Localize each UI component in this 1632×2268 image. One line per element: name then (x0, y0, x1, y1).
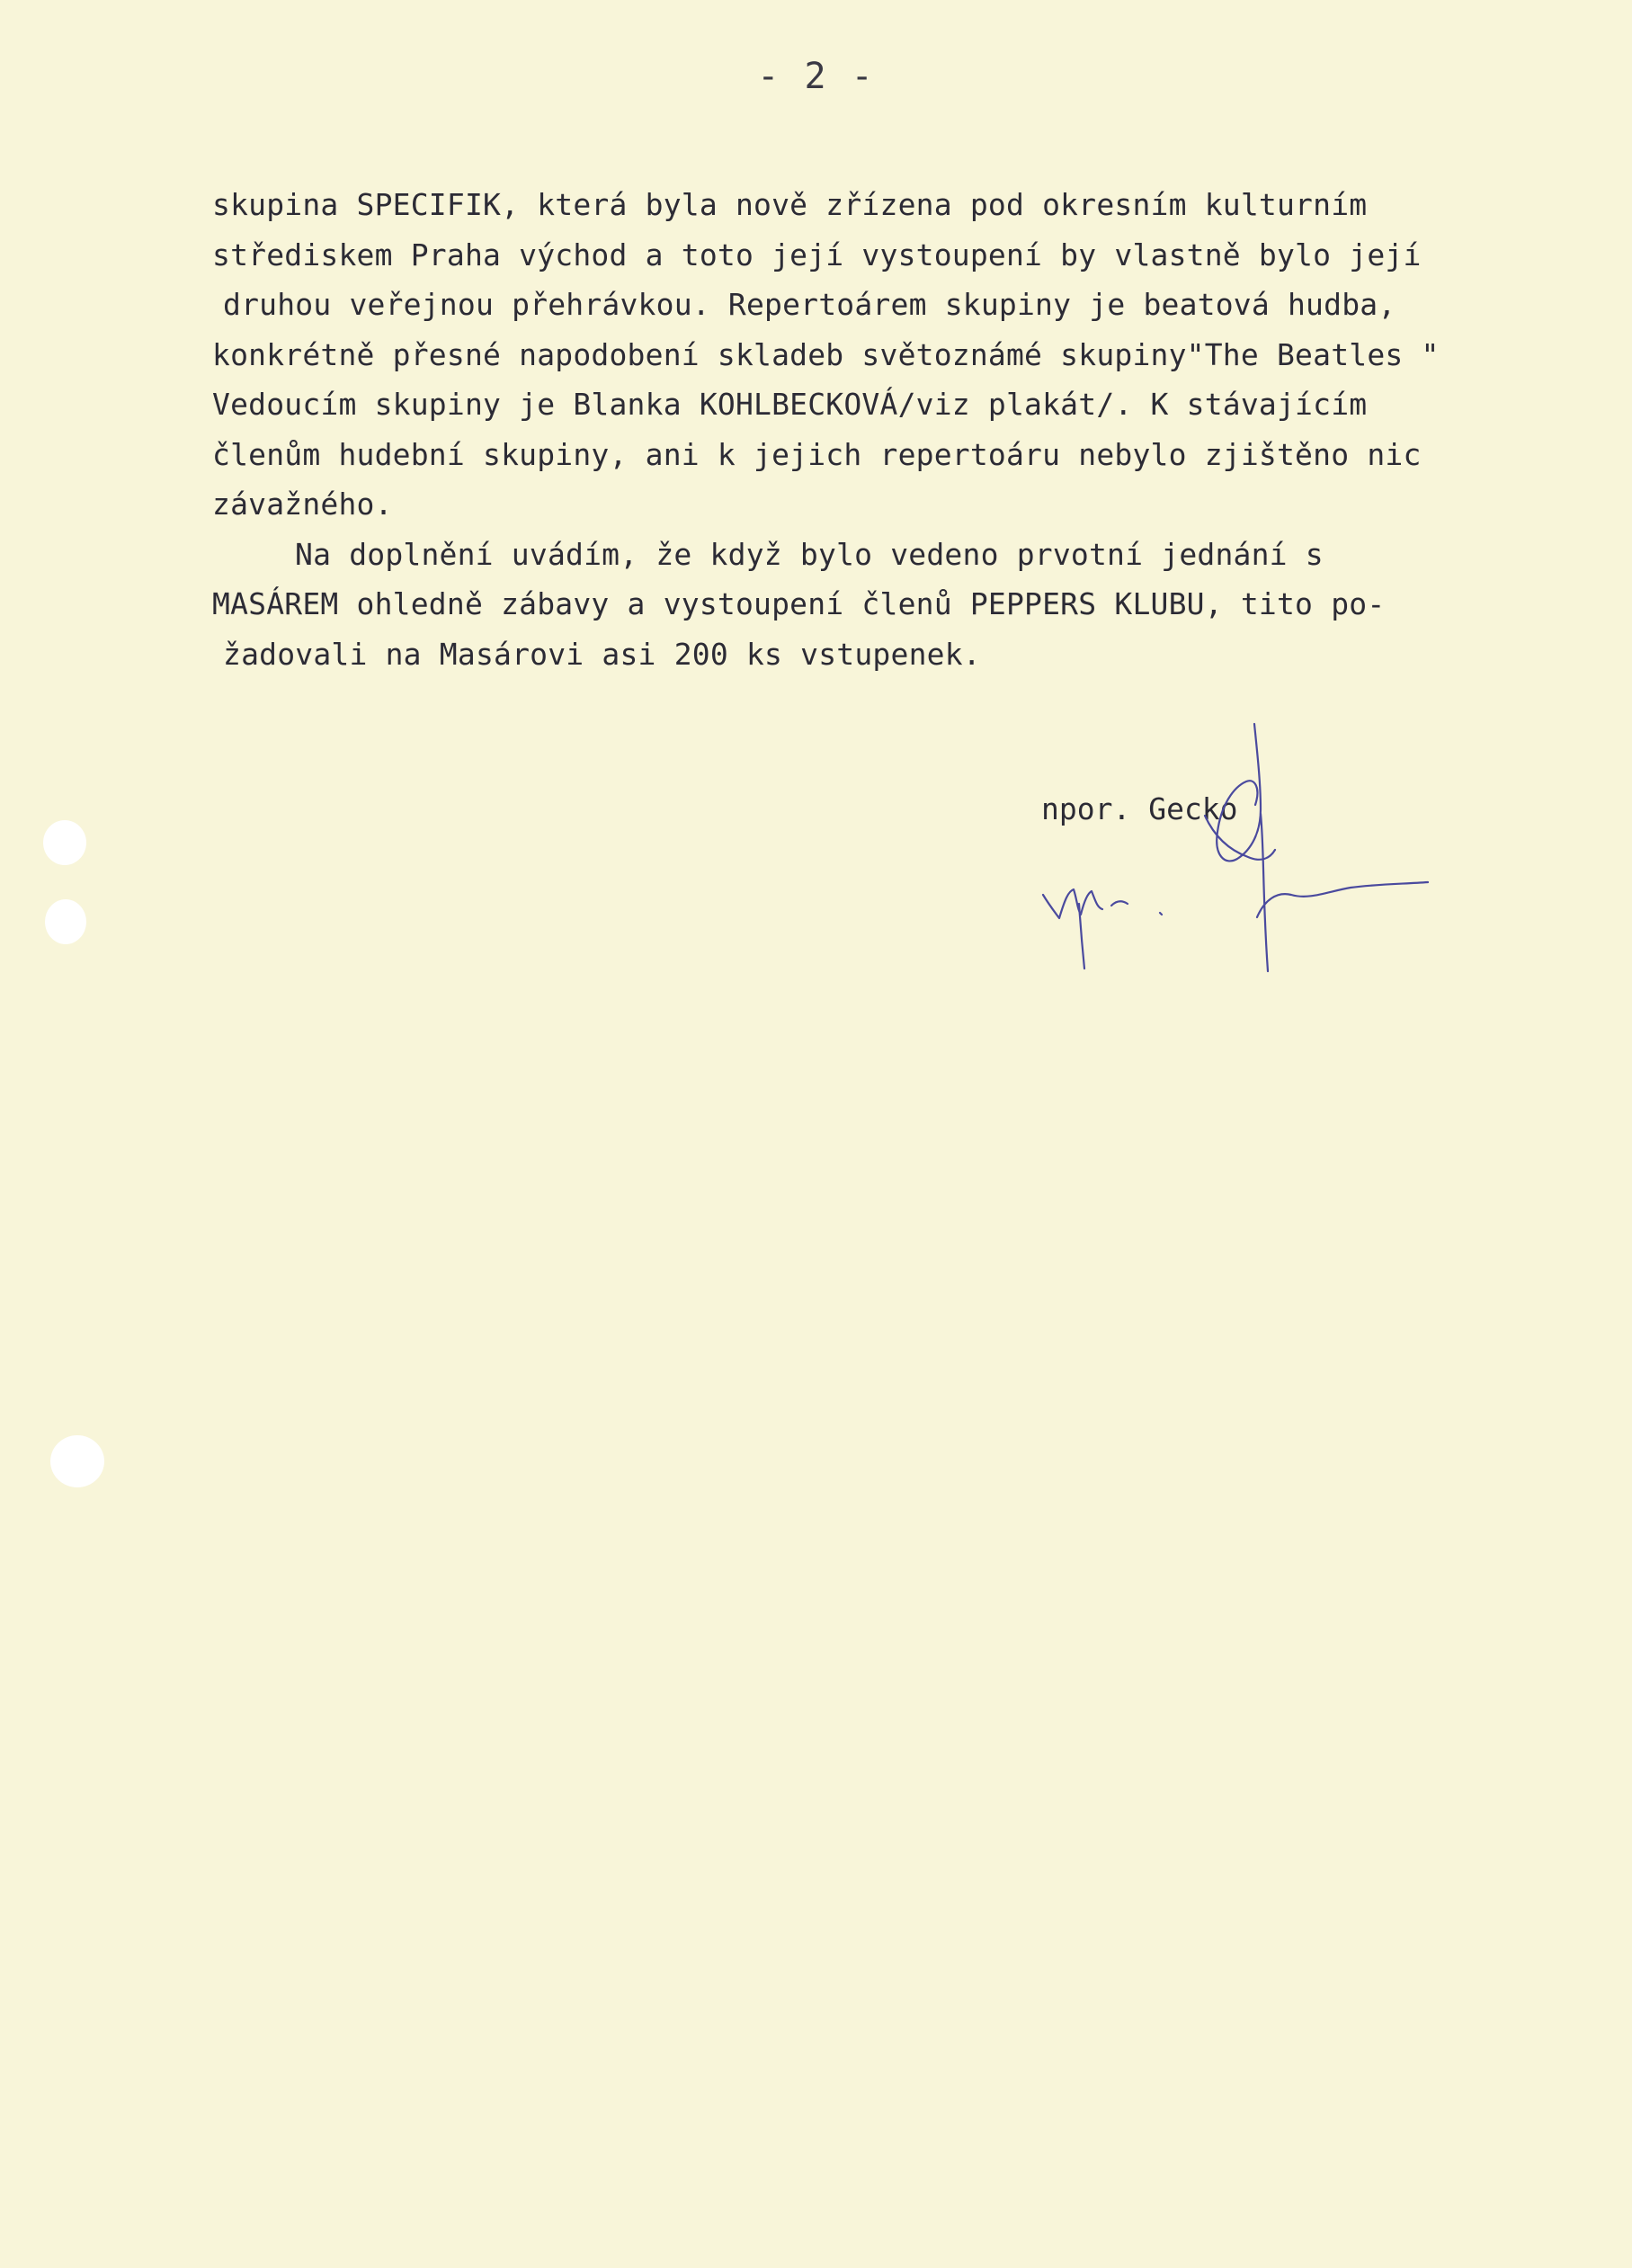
handwritten-signature (1025, 715, 1448, 985)
signature-name: npor. Gecko (1041, 791, 1238, 826)
text-line: Na doplnění uvádím, že když bylo vedeno prvotní jednání s (295, 536, 1324, 572)
text-line: skupina SPECIFIK, která byla nově zřízena pod okresním kulturním (212, 187, 1368, 222)
text-line: členům hudební skupiny, ani k jejich repertoáru nebylo zjištěno nic (212, 436, 1422, 472)
text-line: konkrétně přesné napodobení skladeb světoznámé skupiny"The Beatles " (212, 336, 1440, 372)
punch-hole-bottom (50, 1435, 104, 1487)
body-text (212, 180, 1579, 679)
text-line: MASÁREM ohledně zábavy a vystoupení členů PEPPERS KLUBU, tito po- (212, 586, 1386, 621)
punch-hole-top (43, 820, 86, 865)
page-number: - 2 - (757, 56, 875, 97)
text-line: žadovali na Masárovi asi 200 ks vstupenek. (223, 636, 981, 672)
punch-hole-middle (45, 899, 86, 944)
text-line: druhou veřejnou přehrávkou. Repertoárem skupiny je beatová hudba, (223, 287, 1396, 322)
text-line: závažného. (212, 487, 393, 522)
text-line: střediskem Praha východ a toto její vystoupení by vlastně bylo její (212, 237, 1422, 272)
text-line: Vedoucím skupiny je Blanka KOHLBECKOVÁ/viz plakát/. K stávajícím (212, 387, 1368, 422)
